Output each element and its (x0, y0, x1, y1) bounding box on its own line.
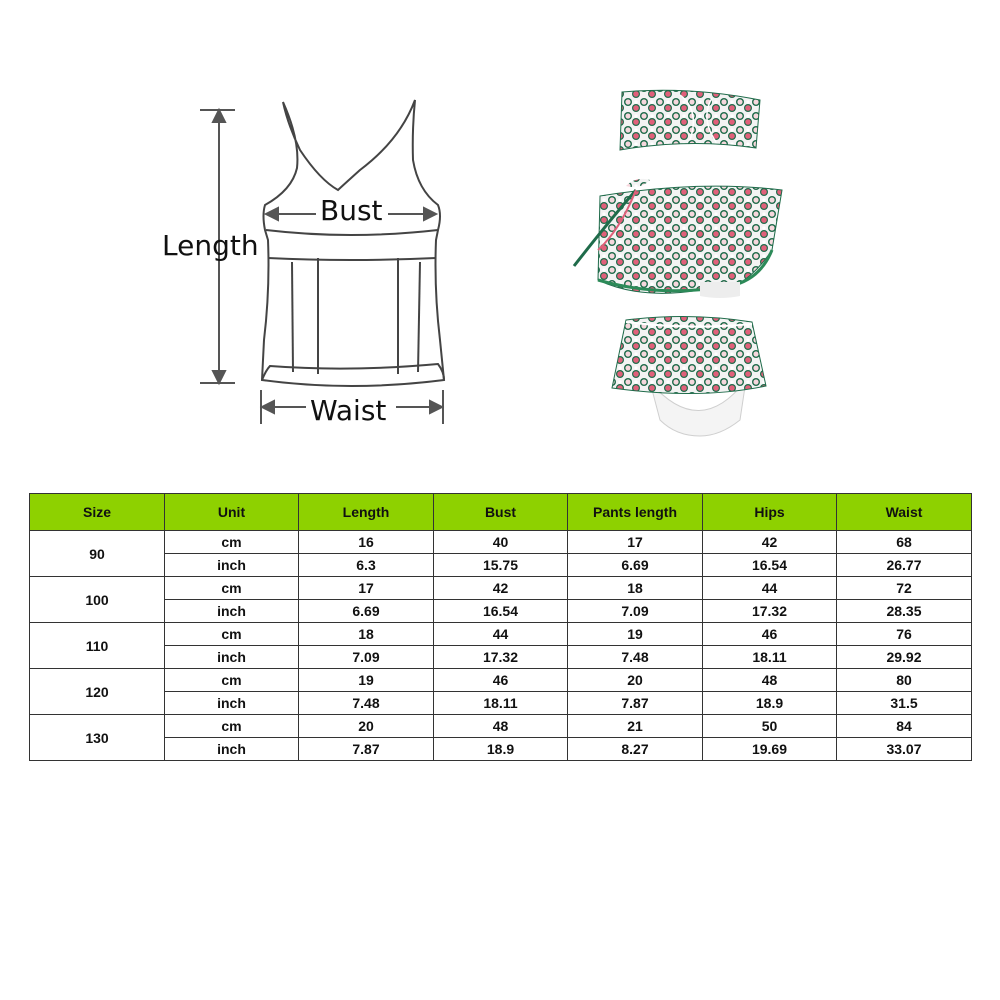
table-row (30, 646, 972, 669)
header-bust: Bust (434, 494, 568, 531)
ruffle-bottoms-image (612, 316, 766, 436)
table-cell: 7.09 (299, 646, 434, 669)
table-cell: 7.09 (568, 600, 703, 623)
header-length: Length (299, 494, 434, 531)
table-cell: 17.32 (703, 600, 837, 623)
table-cell: 72 (837, 577, 972, 600)
table-cell: cm (165, 669, 299, 692)
table-cell: cm (165, 715, 299, 738)
table-cell: 28.35 (837, 600, 972, 623)
header-hips: Hips (703, 494, 837, 531)
table-cell: 7.48 (299, 692, 434, 715)
table-cell: 19 (299, 669, 434, 692)
table-cell: 68 (837, 531, 972, 554)
table-cell: 84 (837, 715, 972, 738)
table-row (30, 738, 972, 761)
table-cell: 18 (568, 577, 703, 600)
table-cell: 16 (299, 531, 434, 554)
table-row (30, 669, 972, 692)
table-cell: 20 (299, 715, 434, 738)
garment-diagram (0, 0, 1000, 470)
table-cell: 17.32 (434, 646, 568, 669)
table-cell: 6.69 (299, 600, 434, 623)
header-unit: Unit (165, 494, 299, 531)
table-cell: 17 (299, 577, 434, 600)
table-cell: 31.5 (837, 692, 972, 715)
size-table (29, 493, 972, 761)
table-cell: 44 (434, 623, 568, 646)
header-size: Size (30, 494, 165, 531)
table-cell: 16.54 (434, 600, 568, 623)
table-cell: 46 (434, 669, 568, 692)
size-cell: 120 (30, 669, 165, 715)
diagram-area (0, 0, 1000, 470)
table-row (30, 623, 972, 646)
table-cell: 40 (434, 531, 568, 554)
table-cell: 18.11 (703, 646, 837, 669)
table-cell: 18.9 (434, 738, 568, 761)
waist-label: Waist (310, 394, 387, 427)
table-cell: 19.69 (703, 738, 837, 761)
table-cell: 7.87 (299, 738, 434, 761)
table-cell: inch (165, 692, 299, 715)
table-cell: 50 (703, 715, 837, 738)
ruffle-top-image (574, 179, 782, 298)
table-cell: inch (165, 646, 299, 669)
table-cell: 46 (703, 623, 837, 646)
headband-image (620, 90, 760, 150)
table-row (30, 554, 972, 577)
header-pants-length: Pants length (568, 494, 703, 531)
table-cell: 6.3 (299, 554, 434, 577)
table-cell: 48 (703, 669, 837, 692)
size-cell: 100 (30, 577, 165, 623)
table-cell: 19 (568, 623, 703, 646)
size-cell: 130 (30, 715, 165, 761)
table-cell: 7.87 (568, 692, 703, 715)
table-row (30, 600, 972, 623)
tank-top-outline (262, 100, 444, 386)
table-cell: 6.69 (568, 554, 703, 577)
table-row (30, 715, 972, 738)
table-cell: 80 (837, 669, 972, 692)
table-cell: inch (165, 554, 299, 577)
table-cell: 29.92 (837, 646, 972, 669)
table-cell: 18.9 (703, 692, 837, 715)
table-cell: 26.77 (837, 554, 972, 577)
table-cell: 18.11 (434, 692, 568, 715)
header-waist: Waist (837, 494, 972, 531)
header-row (30, 494, 972, 531)
table-cell: cm (165, 623, 299, 646)
table-cell: 33.07 (837, 738, 972, 761)
table-cell: 15.75 (434, 554, 568, 577)
size-cell: 110 (30, 623, 165, 669)
table-cell: 76 (837, 623, 972, 646)
table-cell: 7.48 (568, 646, 703, 669)
table-row (30, 692, 972, 715)
table-cell: 42 (434, 577, 568, 600)
table-cell: inch (165, 738, 299, 761)
size-chart (29, 493, 971, 761)
table-cell: 21 (568, 715, 703, 738)
table-cell: 44 (703, 577, 837, 600)
size-cell: 90 (30, 531, 165, 577)
table-cell: 18 (299, 623, 434, 646)
table-cell: 17 (568, 531, 703, 554)
table-cell: 16.54 (703, 554, 837, 577)
table-row (30, 531, 972, 554)
table-cell: cm (165, 531, 299, 554)
table-cell: inch (165, 600, 299, 623)
table-cell: 42 (703, 531, 837, 554)
table-cell: 48 (434, 715, 568, 738)
table-row (30, 577, 972, 600)
bust-label: Bust (320, 194, 383, 227)
length-label: Length (162, 229, 259, 262)
table-cell: cm (165, 577, 299, 600)
table-cell: 8.27 (568, 738, 703, 761)
table-cell: 20 (568, 669, 703, 692)
